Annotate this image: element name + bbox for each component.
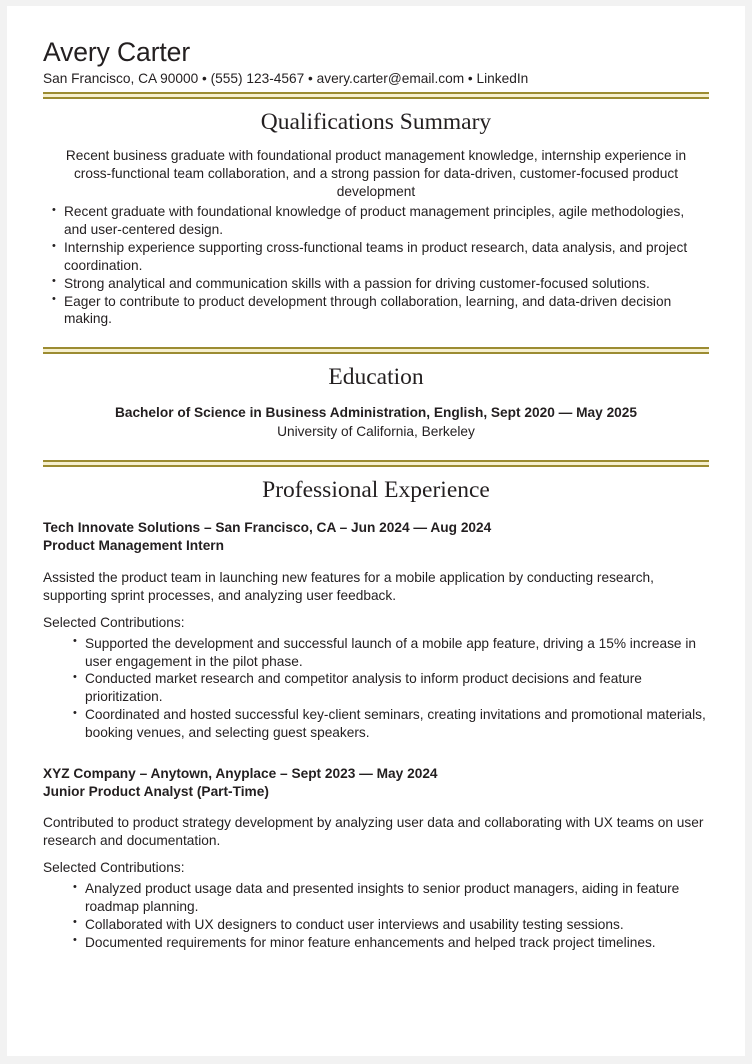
section-professional-experience (43, 460, 709, 952)
job-bullet-list (71, 880, 707, 951)
education-school: University of California, Berkeley (277, 424, 475, 440)
section-heading-education: Education (328, 364, 424, 391)
section-education (43, 347, 709, 441)
job-role-line: Junior Product Analyst (Part-Time) (43, 783, 269, 799)
experience-entry (43, 519, 709, 742)
summary-paragraph: Recent business graduate with foundational product management knowledge, internship experience in cross-functional team collaboration, and a strong passion for data-driven, customer-focused product development (65, 148, 687, 199)
resume-document (7, 6, 745, 1056)
resume-header (43, 38, 709, 99)
list-item: • Documented requirements for minor feature enhancements and helped track project timelines. (71, 934, 707, 952)
candidate-name: Avery Carter (43, 37, 191, 67)
list-item: • Analyzed product usage data and presented insights to senior product managers, aiding in feature roadmap planning. (71, 880, 707, 916)
job-company-line: XYZ Company – Anytown, Anyplace – Sept 2023 — May 2024 (43, 765, 438, 781)
section-qualifications-summary (43, 108, 709, 328)
list-item: • Eager to contribute to product development through collaboration, learning, and data-driven decision making. (50, 293, 707, 329)
experience-entry (43, 765, 709, 952)
education-divider-rule (43, 347, 709, 354)
list-item: • Collaborated with UX designers to conduct user interviews and usability testing sessions. (71, 916, 707, 934)
education-degree: Bachelor of Science in Business Administration, English, Sept 2020 — May 2025 (114, 405, 638, 421)
list-item: • Conducted market research and competitor analysis to inform product decisions and feature prioritization. (71, 670, 707, 706)
contact-line: San Francisco, CA 90000 • (555) 123-4567 • avery.carter@email.com • LinkedIn (43, 70, 529, 86)
contributions-label: Selected Contributions: (43, 614, 185, 630)
header-divider-rule (43, 92, 709, 99)
list-item: • Recent graduate with foundational knowledge of product management principles, agile methodologies, and user-centered design. (50, 203, 707, 239)
spacer (43, 328, 709, 347)
summary-bullet-list (50, 203, 707, 328)
list-item: • Internship experience supporting cross-functional teams in product research, data analysis, and project coordination. (50, 239, 707, 275)
list-item: • Coordinated and hosted successful key-client seminars, creating invitations and promotional materials, booking venues, and selecting guest speakers. (71, 706, 707, 742)
section-heading-experience: Professional Experience (262, 476, 490, 503)
job-description: Contributed to product strategy development by analyzing user data and collaborating with UX teams on user research and documentation. (43, 815, 704, 849)
contributions-label: Selected Contributions: (43, 860, 185, 876)
job-bullet-list (71, 635, 707, 742)
section-heading-summary: Qualifications Summary (260, 108, 492, 135)
list-item: • Supported the development and successful launch of a mobile app feature, driving a 15% increase in user engagement in the pilot phase. (71, 635, 707, 671)
experience-divider-rule (43, 460, 709, 467)
job-description: Assisted the product team in launching new features for a mobile application by conducting research, supporting sprint processes, and analyzing user feedback. (43, 569, 654, 603)
job-company-line: Tech Innovate Solutions – San Francisco, CA – Jun 2024 — Aug 2024 (43, 520, 492, 536)
job-role-line: Product Management Intern (43, 538, 224, 554)
list-item: • Strong analytical and communication skills with a passion for driving customer-focused solutions. (50, 275, 707, 293)
spacer (43, 441, 709, 460)
